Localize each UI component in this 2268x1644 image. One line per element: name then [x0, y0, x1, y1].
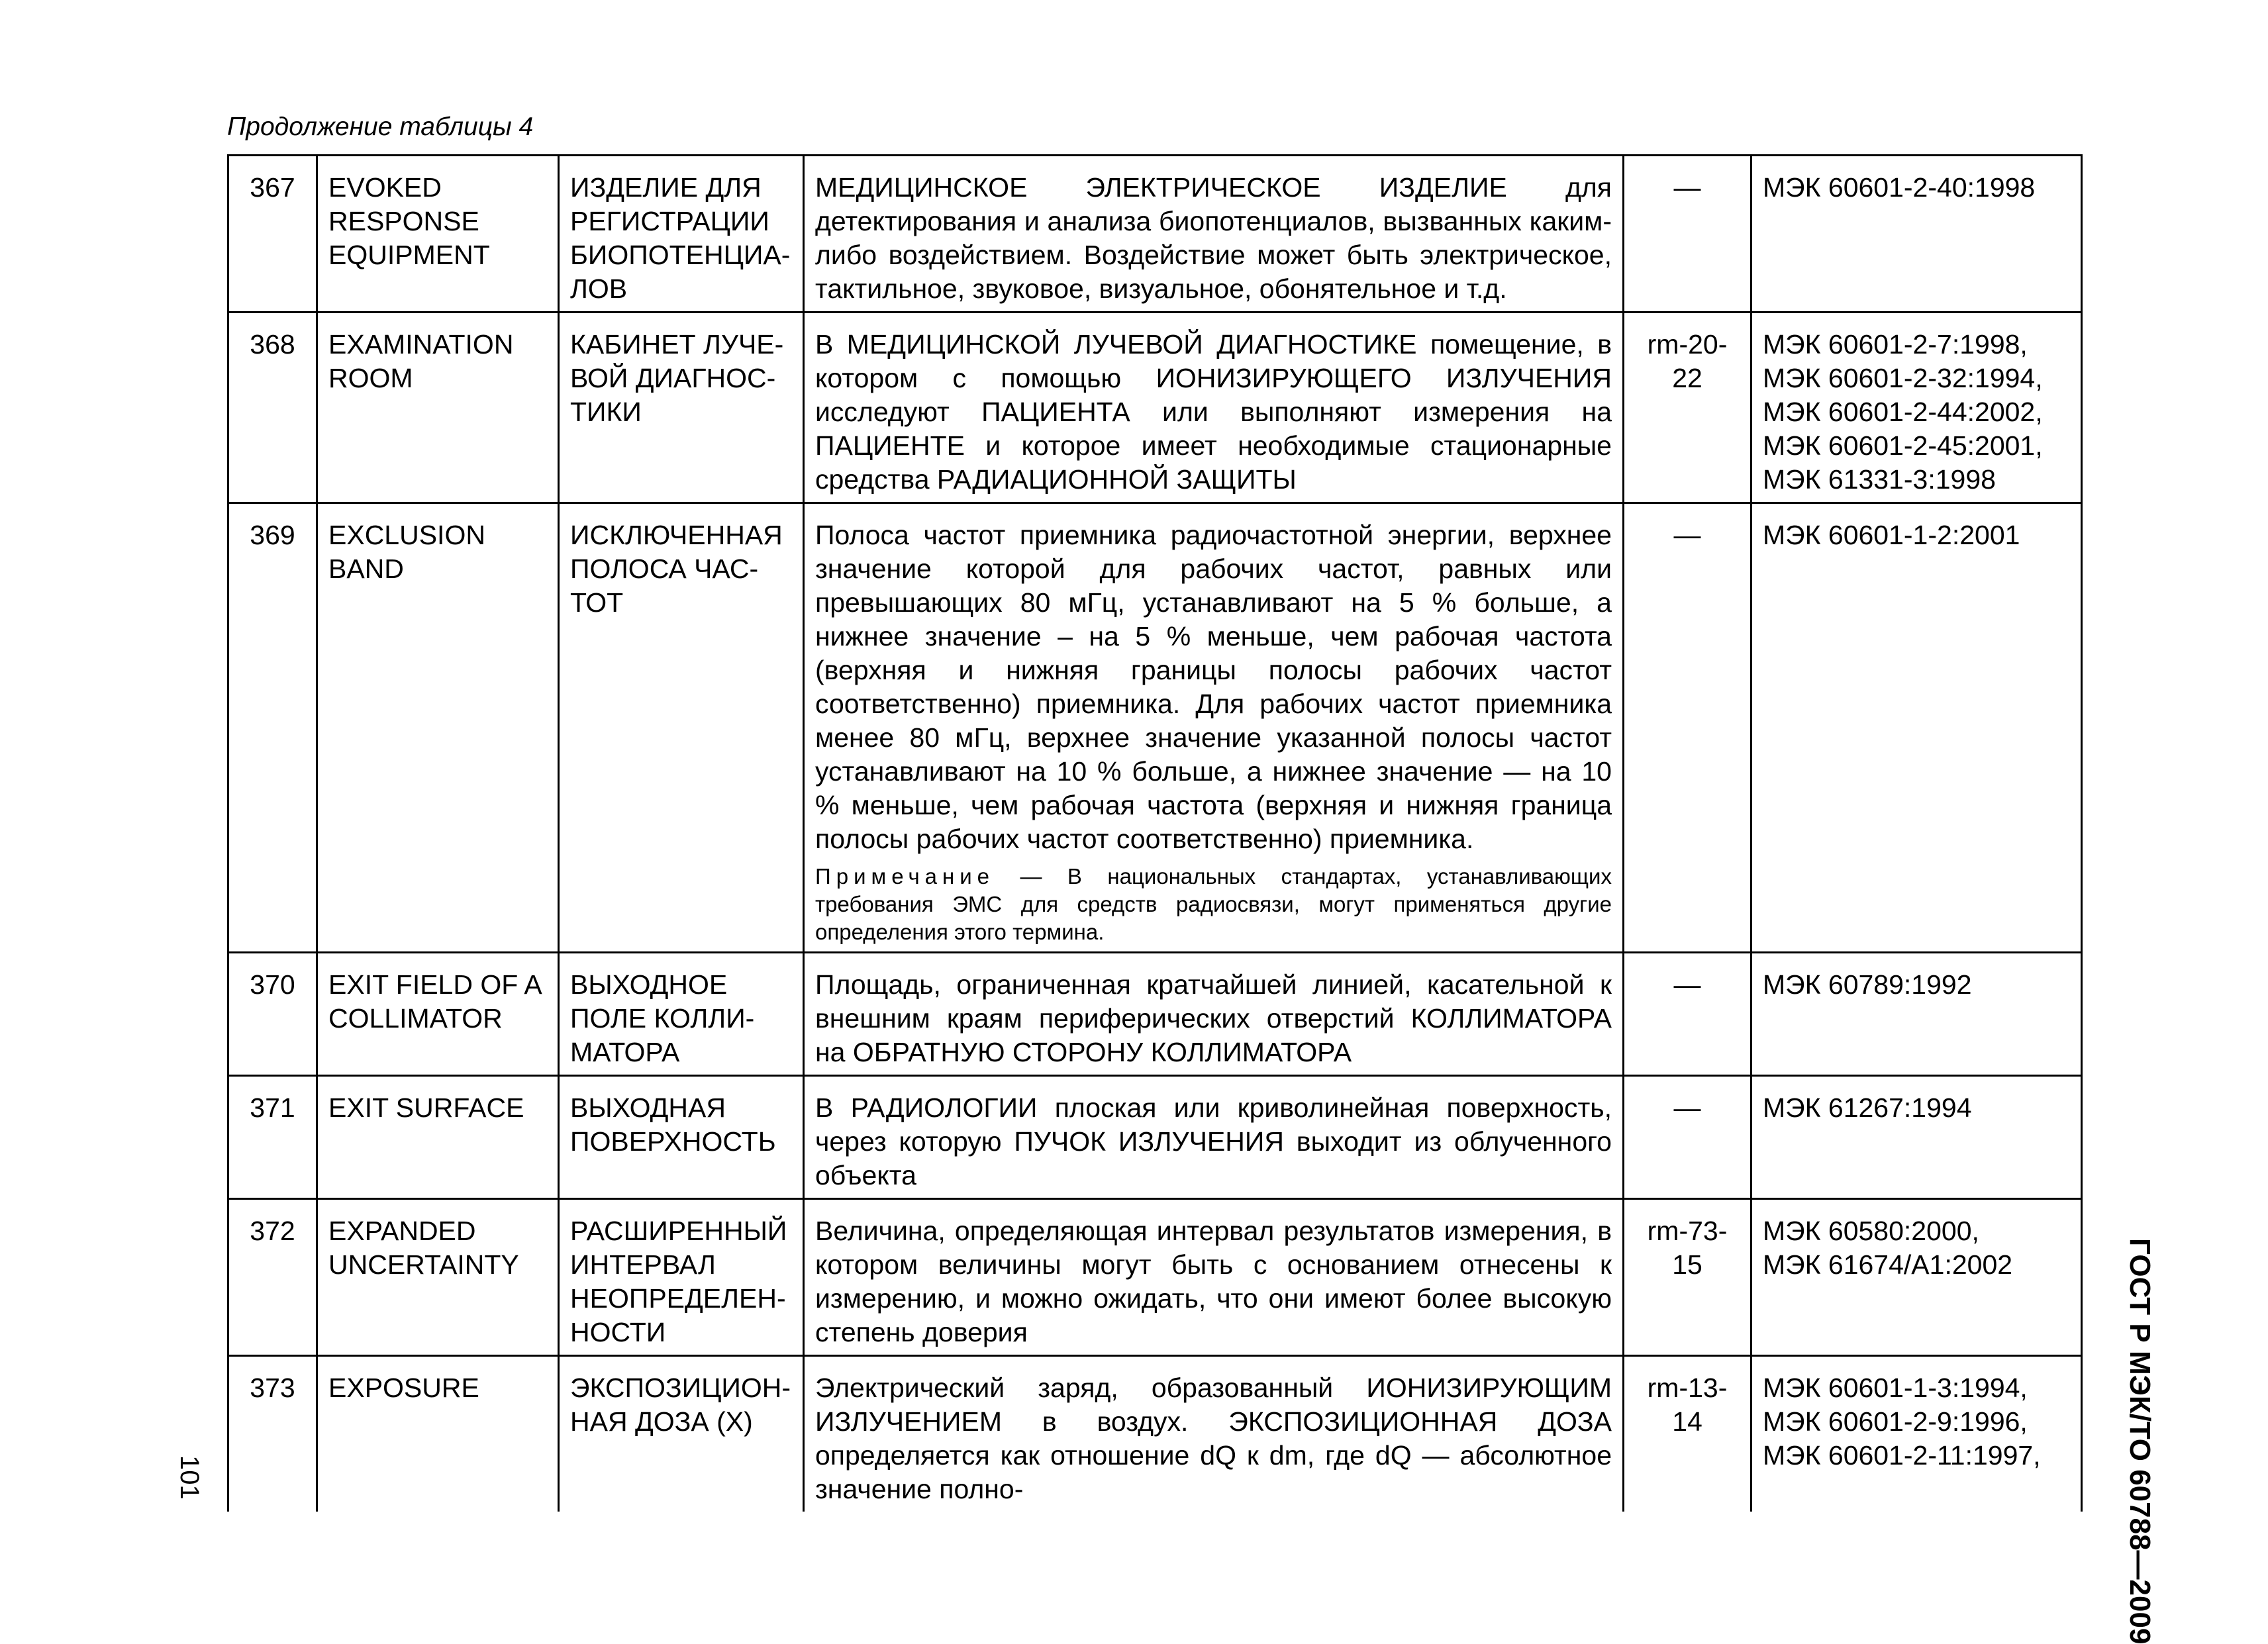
reference: МЭК 60601-2-9:1996,: [1763, 1406, 2028, 1437]
term-english: EXCLUSION BAND: [317, 503, 559, 953]
table-row: [228, 313, 2082, 503]
term-references: [1751, 953, 2082, 1076]
reference: МЭК 61267:1994: [1763, 1092, 1972, 1123]
reference: МЭК 60601-2-7:1998,: [1763, 329, 2028, 360]
term-references: [1751, 1199, 2082, 1356]
term-english: EXPOSURE: [317, 1356, 559, 1512]
term-definition: [804, 503, 1624, 953]
term-code: —: [1624, 953, 1751, 1076]
term-references: [1751, 1356, 2082, 1512]
reference: МЭК 60601-1-2:2001: [1763, 520, 2020, 550]
definition-text: Полоса частот приемника радиочастотной энергии, верхнее значение которой для рабочих частот, равных или превышающих 80 мГц, устанавливают на 5 % больше, а нижнее значение – на 5 % меньше, чем рабочая частота (верхняя и нижняя границы полосы рабочих частот соответственно) приемника. Для рабочих частот приемника менее 80 мГц, верхнее значение указанной полосы частот устанавливают на 10 % больше, а нижнее значение — на 10 % меньше, чем рабочая частота (верхняя и нижняя граница полосы рабочих частот соответственно) приемника.: [815, 520, 1612, 854]
reference: МЭК 60789:1992: [1763, 969, 1972, 1000]
term-definition: Величина, определяющая интервал результатов измерения, в котором величины могут быть с основанием отнесены к измерению, и можно ожидать, что они имеют более высокую степень доверия: [804, 1199, 1624, 1356]
term-number: 372: [228, 1199, 317, 1356]
term-english: EVOKED RESPONSE EQUIPMENT: [317, 156, 559, 313]
term-english: EXIT SURFACE: [317, 1076, 559, 1199]
term-references: [1751, 313, 2082, 503]
terms-table: [227, 154, 2083, 1512]
reference: МЭК 60601-2-40:1998: [1763, 172, 2036, 203]
table-row: [228, 953, 2082, 1076]
note-label: Примечание: [815, 864, 995, 889]
term-number: 368: [228, 313, 317, 503]
term-definition: МЕДИЦИНСКОЕ ЭЛЕКТРИЧЕСКОЕ ИЗДЕЛИЕ для детектирования и анализа биопотенциалов, вызванных каким-либо воздействием. Воздействие может быть электрическое, тактильное, звуковое, визуальное, обонятельное и т.д.: [804, 156, 1624, 313]
table-caption: Продолжение таблицы 4: [227, 113, 534, 141]
term-references: [1751, 503, 2082, 953]
term-definition: В РАДИОЛОГИИ плоская или криволинейная поверхность, через которую ПУЧОК ИЗЛУЧЕНИЯ выходит из облученного объекта: [804, 1076, 1624, 1199]
reference: МЭК 60580:2000,: [1763, 1216, 1979, 1246]
page-number: 101: [175, 1455, 204, 1500]
reference: МЭК 61674/A1:2002: [1763, 1249, 2013, 1280]
term-code: rm-73-15: [1624, 1199, 1751, 1356]
term-russian: ИСКЛЮЧЕННАЯ ПОЛОСА ЧАС-ТОТ: [559, 503, 804, 953]
term-definition: В МЕДИЦИНСКОЙ ЛУЧЕВОЙ ДИАГНОСТИКЕ помещение, в котором с помощью ИОНИЗИРУЮЩЕГО ИЗЛУЧЕНИЯ исследуют ПАЦИЕНТА или выполняют измерения на ПАЦИЕНТЕ и которое имеет необходимые стационарные средства РАДИАЦИОННОЙ ЗАЩИТЫ: [804, 313, 1624, 503]
term-english: EXPANDED UNCERTAINTY: [317, 1199, 559, 1356]
document-side-title: ГОСТ Р МЭК/ТО 60788—2009: [2124, 1238, 2156, 1644]
term-russian: ВЫХОДНОЕ ПОЛЕ КОЛЛИ-МАТОРА: [559, 953, 804, 1076]
definition-note: [815, 863, 1612, 946]
table-row: [228, 1356, 2082, 1512]
term-number: 370: [228, 953, 317, 1076]
term-number: 373: [228, 1356, 317, 1512]
table-row: [228, 1076, 2082, 1199]
term-russian: КАБИНЕТ ЛУЧЕ-ВОЙ ДИАГНОС-ТИКИ: [559, 313, 804, 503]
table-row: [228, 156, 2082, 313]
term-references: [1751, 156, 2082, 313]
term-code: rm-13-14: [1624, 1356, 1751, 1512]
reference: МЭК 61331-3:1998: [1763, 464, 1996, 495]
term-english: EXIT FIELD OF A COLLIMATOR: [317, 953, 559, 1076]
term-english: EXAMINATION ROOM: [317, 313, 559, 503]
term-number: 371: [228, 1076, 317, 1199]
term-code: —: [1624, 503, 1751, 953]
reference: МЭК 60601-2-45:2001,: [1763, 430, 2043, 461]
reference: МЭК 60601-2-44:2002,: [1763, 397, 2043, 427]
term-russian: РАСШИРЕННЫЙ ИНТЕРВАЛ НЕОПРЕДЕЛЕН-НОСТИ: [559, 1199, 804, 1356]
table-row: [228, 1199, 2082, 1356]
reference: МЭК 60601-1-3:1994,: [1763, 1373, 2028, 1403]
term-code: —: [1624, 1076, 1751, 1199]
term-russian: ЭКСПОЗИЦИОН-НАЯ ДОЗА (X): [559, 1356, 804, 1512]
term-number: 369: [228, 503, 317, 953]
term-russian: ИЗДЕЛИЕ ДЛЯ РЕГИСТРАЦИИ БИОПОТЕНЦИА-ЛОВ: [559, 156, 804, 313]
term-code: rm-20-22: [1624, 313, 1751, 503]
term-code: —: [1624, 156, 1751, 313]
term-number: 367: [228, 156, 317, 313]
term-definition: Электрический заряд, образованный ИОНИЗИРУЮЩИМ ИЗЛУЧЕНИЕМ в воздух. ЭКСПОЗИЦИОННАЯ ДОЗА определяется как отношение dQ к dm, где dQ — абсолютное значение полно-: [804, 1356, 1624, 1512]
note-text: — В национальных стандартах, устанавливающих требования ЭМС для средств радиосвязи, могут применяться другие определения этого термина.: [815, 864, 1612, 944]
table-row: [228, 503, 2082, 953]
reference: МЭК 60601-2-32:1994,: [1763, 363, 2043, 393]
term-russian: ВЫХОДНАЯ ПОВЕРХНОСТЬ: [559, 1076, 804, 1199]
reference: МЭК 60601-2-11:1997,: [1763, 1440, 2041, 1471]
term-references: [1751, 1076, 2082, 1199]
term-definition: Площадь, ограниченная кратчайшей линией, касательной к внешним краям периферических отверстий КОЛЛИМАТОРА на ОБРАТНУЮ СТОРОНУ КОЛЛИМАТОРА: [804, 953, 1624, 1076]
